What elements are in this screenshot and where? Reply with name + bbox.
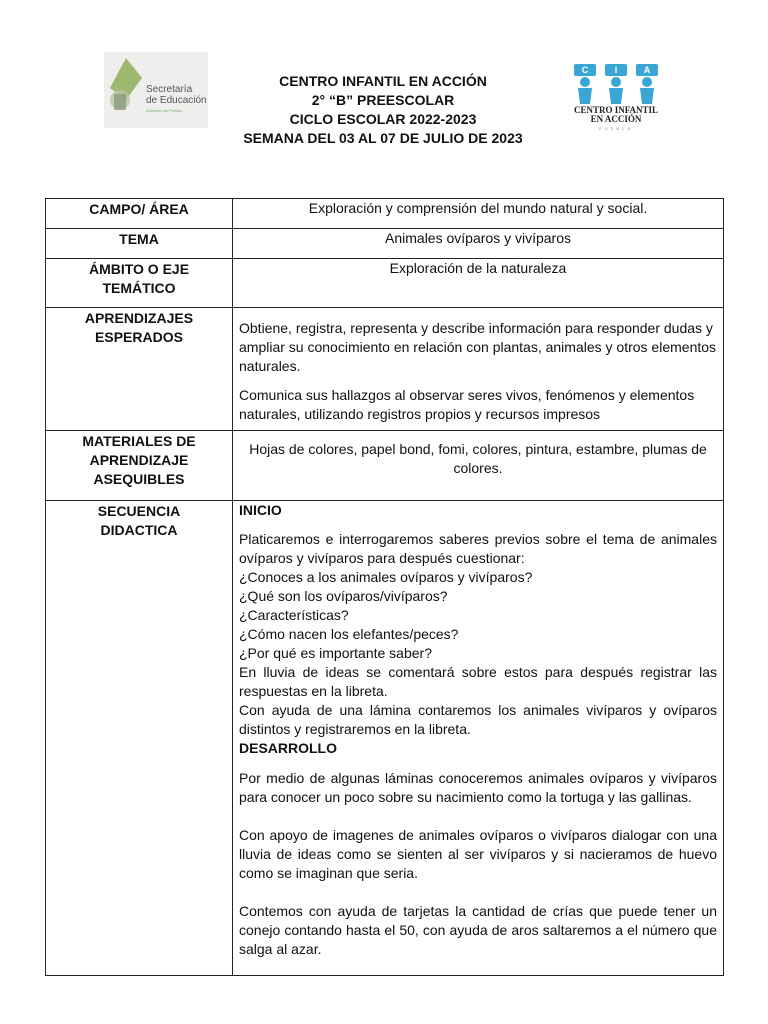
table-row-materiales — [46, 431, 724, 501]
logo-right-title: CENTRO INFANTIL EN ACCIÓN — [573, 105, 659, 124]
planning-table — [45, 198, 724, 976]
table-row-secuencia — [46, 501, 724, 976]
school-year: CICLO ESCOLAR 2022-2023 — [289, 111, 477, 127]
cia-figures-icon — [564, 60, 668, 106]
ambito-value: Exploración de la naturaleza — [233, 259, 724, 308]
aprendizajes-value — [233, 308, 724, 431]
inicio-paragraph-3: Con ayuda de una lámina contaremos los animales vivíparos y ovíparos distintos y registraremos en la libreta. — [239, 702, 717, 737]
svg-text:I: I — [614, 65, 618, 75]
secretaria-educacion-logo — [104, 52, 208, 128]
inicio-title: INICIO — [239, 502, 282, 518]
materiales-label: MATERIALES DE APRENDIZAJE ASEQUIBLES — [46, 431, 233, 501]
secuencia-label: SECUENCIA DIDACTICA — [46, 501, 233, 976]
materiales-value: Hojas de colores, papel bond, fomi, colores, pintura, estambre, plumas de colores. — [233, 431, 724, 501]
svg-text:C: C — [581, 65, 589, 75]
desarrollo-paragraph-2: Con apoyo de imagenes de animales ovíparos o vivíparos dialogar con una lluvia de ideas como se sienten al ser vivíparos y si nacieramos de huevo como se imaginan que seria. — [239, 827, 717, 881]
seal-emblem-icon — [106, 54, 144, 124]
table-row-tema — [46, 229, 724, 259]
inicio-intro: Platicaremos e interrogaremos saberes previos sobre el tema de animales ovíparos y vivíparos para después cuestionar: — [239, 531, 717, 566]
question-2: ¿Qué son los ovíparos/vivíparos? — [239, 588, 448, 604]
table-row-ambito — [46, 259, 724, 308]
desarrollo-paragraph-3: Contemos con ayuda de tarjetas la cantidad de crías que puede tener un conejo contando hasta el 50, con ayuda de aros saltaremos a el número que salga al azar. — [239, 903, 717, 957]
aprendizaje-1: Obtiene, registra, representa y describe información para responder dudas y ampliar su conocimiento en relación con plantas, animales y otros elementos naturales. — [239, 320, 717, 374]
inicio-paragraph-2: En lluvia de ideas se comentará sobre estos para después registrar las respuestas en la libreta. — [239, 664, 717, 699]
question-5: ¿Por qué es importante saber? — [239, 645, 432, 661]
aprendizaje-2: Comunica sus hallazgos al observar seres vivos, fenómenos y elementos naturales, utilizando registros propios y recursos impresos — [239, 387, 695, 422]
svg-text:A: A — [643, 65, 651, 75]
centro-infantil-logo — [564, 60, 668, 132]
logo-right-city: PUEBLA — [599, 126, 633, 131]
table-row-campo — [46, 199, 724, 229]
school-name: CENTRO INFANTIL EN ACCIÓN — [279, 73, 487, 89]
week-range: SEMANA DEL 03 AL 07 DE JULIO DE 2023 — [243, 130, 523, 146]
ambito-label: ÁMBITO O EJE TEMÁTICO — [46, 259, 233, 308]
aprendizajes-label: APRENDIZAJES ESPERADOS — [46, 308, 233, 431]
question-3: ¿Características? — [239, 607, 349, 623]
question-4: ¿Cómo nacen los elefantes/peces? — [239, 626, 459, 642]
secuencia-value — [233, 501, 724, 976]
group-name: 2° “B” PREESCOLAR — [311, 92, 455, 108]
desarrollo-paragraph-1: Por medio de algunas láminas conoceremos animales ovíparos y vivíparos para conocer un poco sobre su nacimiento como la tortuga y las gallinas. — [239, 770, 717, 805]
desarrollo-title: DESARROLLO — [239, 740, 337, 756]
campo-label: CAMPO/ ÁREA — [46, 199, 233, 229]
tema-label: TEMA — [46, 229, 233, 259]
campo-value: Exploración y comprensión del mundo natural y social. — [233, 199, 724, 229]
tema-value: Animales ovíparos y vivíparos — [233, 229, 724, 259]
table-row-aprendizajes — [46, 308, 724, 431]
document-header — [200, 72, 566, 148]
question-1: ¿Conoces a los animales ovíparos y vivíparos? — [239, 569, 533, 585]
logo-left-text: Secretaría de Educación — [146, 84, 207, 106]
logo-left-subtext: Gobierno de Puebla — [146, 108, 182, 113]
